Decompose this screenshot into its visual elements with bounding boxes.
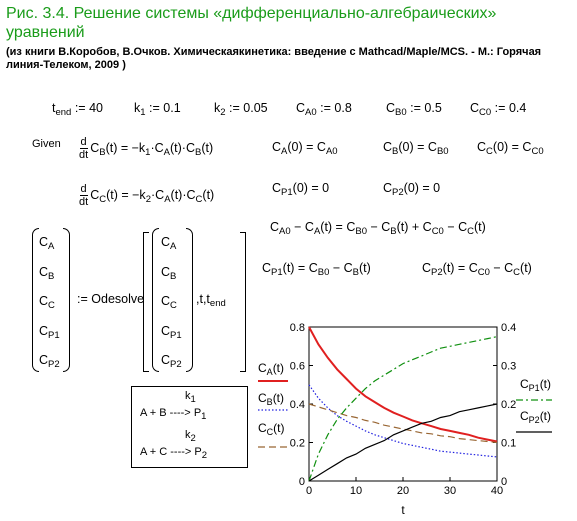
reaction-1: A + B ----> P1	[140, 407, 207, 422]
page-title: Рис. 3.4. Решение системы «дифференциально-алгебраических» уравнений	[6, 5, 497, 41]
rate-constant-k1: k1	[185, 390, 196, 405]
odesolve-call: := Odesolve	[77, 292, 145, 306]
y-left-tick-label: 0	[298, 476, 305, 488]
legend-label-3: $C_{P1}(t)$	[520, 377, 552, 393]
y-right-tick-label: 0.3	[501, 360, 517, 373]
init-cp2: $C_{P2}(0) = 0$	[383, 181, 441, 198]
cp1-equation: $C_{P1}(t) = C_{B0} - C_B(t)$	[262, 261, 371, 278]
rate-constant-k2: k2	[185, 429, 196, 444]
series-line-3	[309, 337, 497, 481]
param-ca0: $C_{A0}$ := 0.8	[296, 101, 352, 118]
ode-cb: $\frac{d}{dt}$ $C_B(t) = -k_1\cdot C_A(t)\cdot C_B(t)$	[79, 136, 214, 161]
y-left-tick-label: 0.4	[289, 399, 305, 411]
y-right-tick-label: 0.2	[501, 399, 517, 411]
result-vector: $C_A$ $C_B$ $C_C$ $C_{P1}$ $C_{P2}$	[39, 235, 60, 370]
y-left-tick-label: 0.6	[289, 360, 305, 373]
x-tick-label: 10	[349, 485, 363, 497]
balance-equation: $C_{A0} - C_A(t) = C_{B0} - C_B(t) + C_{C0} - C_C(t)$	[270, 220, 486, 237]
x-tick-label: 0	[305, 485, 313, 497]
book-reference: (из книги В.Коробов, В.Очков. Химическаякинетика: введение с Mathcad/Maple/MCS. - М.: Горячая линия-Телеком, 2009 )	[6, 46, 542, 71]
init-cb: $C_B(0) = C_{B0}$	[383, 140, 449, 157]
y-right-tick-label: 0.1	[501, 437, 517, 450]
param-cc0: $C_{C0}$ := 0.4	[470, 101, 527, 118]
given-label: Given	[32, 138, 61, 150]
series-line-0	[309, 327, 497, 442]
param-k1: $k_1$ := 0.1	[134, 101, 181, 118]
init-ca: $C_A(0) = C_{A0}$	[272, 140, 338, 157]
x-tick-label: 20	[396, 485, 410, 497]
param-k2: $k_2$ := 0.05	[214, 101, 268, 118]
series-line-1	[309, 385, 497, 457]
legend-label-2: $C_C(t)$	[258, 421, 285, 437]
y-left-tick-label: 0.2	[289, 437, 305, 450]
legend-label-4: $C_{P2}(t)$	[520, 409, 552, 425]
cp2-equation: $C_{P2}(t) = C_{C0} - C_C(t)$	[422, 261, 532, 278]
plot-frame	[309, 327, 497, 481]
param-cb0: $C_{B0}$ := 0.5	[386, 101, 442, 118]
y-right-tick-label: 0.4	[501, 322, 517, 334]
odesolve-vector: $C_A$ $C_B$ $C_C$ $C_{P1}$ $C_{P2}$	[161, 235, 182, 370]
odesolve-args: $,t,t_{end}$	[196, 292, 226, 309]
reaction-2: A + C ----> P2	[140, 446, 208, 461]
y-right-tick-label: 0	[501, 476, 508, 488]
legend-label-0: $C_A(t)$	[258, 361, 285, 377]
y-left-tick-label: 0.8	[289, 322, 305, 334]
x-tick-label: 40	[490, 485, 504, 497]
init-cc: $C_C(0) = C_{C0}$	[477, 140, 544, 157]
init-cp1: $C_{P1}(0) = 0$	[272, 181, 330, 198]
x-tick-label: 30	[443, 485, 457, 497]
legend-label-1: $C_B(t)$	[258, 391, 285, 407]
ode-cc: $\frac{d}{dt}$ $C_C(t) = -k_2\cdot C_A(t)\cdot C_C(t)$	[79, 183, 215, 208]
x-axis-label: t	[401, 503, 405, 517]
param-t-end: $t_{end}$ := 40	[52, 101, 103, 118]
